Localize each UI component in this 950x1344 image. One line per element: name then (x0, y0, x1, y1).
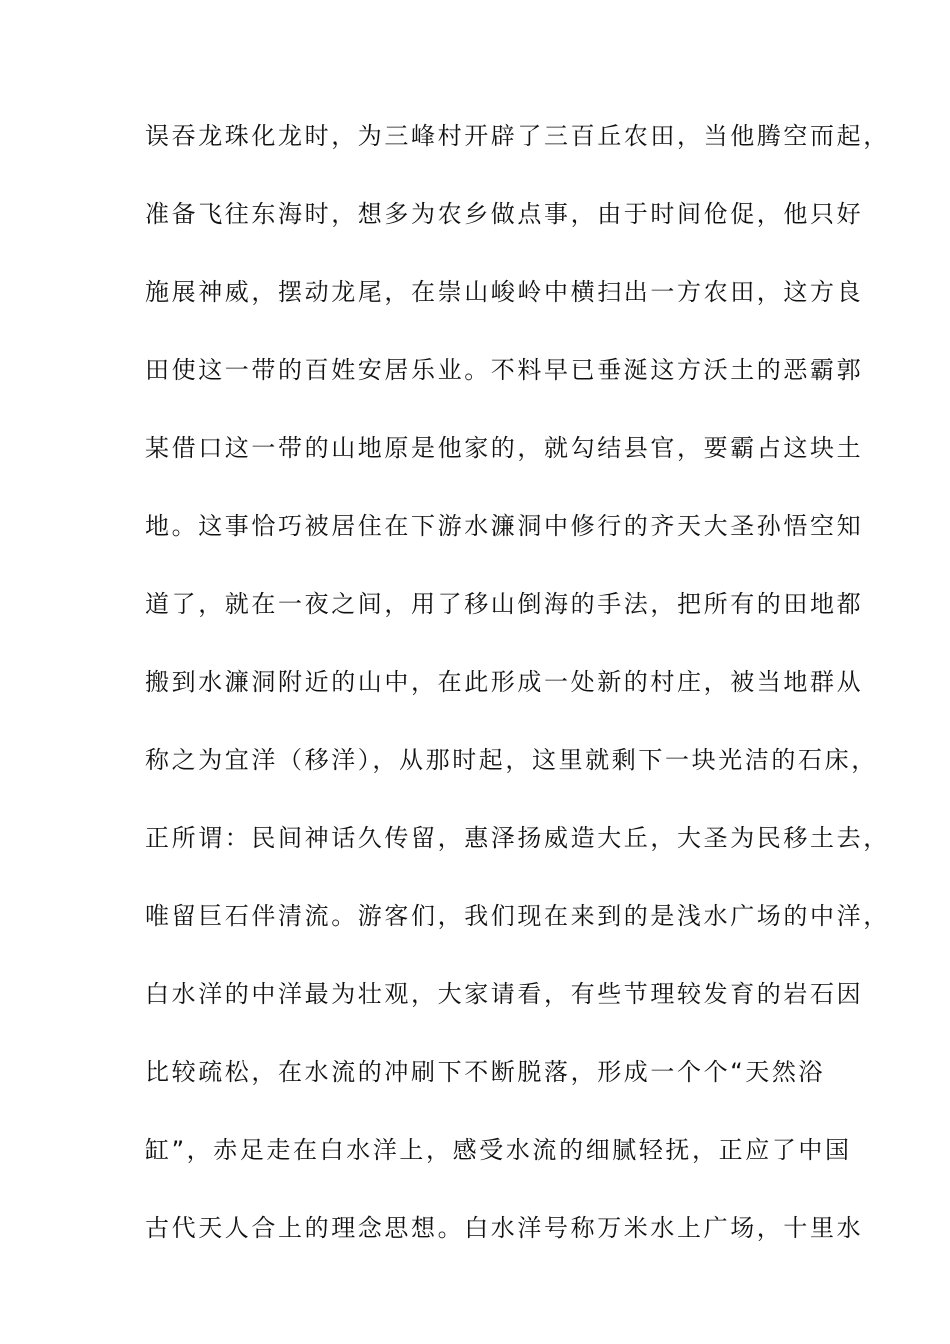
text-line: 古代天人合上的理念思想。白水洋号称万米水上广场，十里水 (145, 1214, 864, 1242)
text-line: 称之为宜洋（移洋），从那时起，这里就剩下一块光洁的石床， (145, 746, 878, 774)
text-line: 准备飞往东海时，想多为农乡做点事，由于时间伧促，他只好 (145, 200, 864, 228)
text-line: 误吞龙珠化龙时，为三峰村开辟了三百丘农田，当他腾空而起， (145, 122, 890, 150)
text-line: 比较疏松，在水流的冲刷下不断脱落，形成一个个“天然浴 (145, 1058, 826, 1086)
text-line: 唯留巨石伴清流。游客们，我们现在来到的是浅水广场的中洋， (145, 902, 890, 930)
text-line: 白水洋的中洋最为壮观，大家请看，有些节理较发育的岩石因 (145, 980, 864, 1008)
text-line: 施展神威，摆动龙尾，在崇山峻岭中横扫出一方农田，这方良 (145, 278, 864, 306)
body-text (145, 122, 890, 1294)
text-line: 某借口这一带的山地原是他家的，就勾结县官，要霸占这块土 (145, 434, 864, 462)
text-line: 搬到水濂洞附近的山中，在此形成一处新的村庄，被当地群从 (145, 668, 864, 696)
text-line: 道了，就在一夜之间，用了移山倒海的手法，把所有的田地都 (145, 590, 864, 618)
text-line: 正所谓：民间神话久传留，惠泽扬威造大丘，大圣为民移土去， (145, 824, 890, 852)
text-line: 缸”，赤足走在白水洋上，感受水流的细腻轻抚，正应了中国 (145, 1136, 852, 1164)
text-line: 地。这事恰巧被居住在下游水濂洞中修行的齐天大圣孙悟空知 (145, 512, 864, 540)
text-line: 田使这一带的百姓安居乐业。不料早已垂涎这方沃土的恶霸郭 (145, 356, 864, 384)
